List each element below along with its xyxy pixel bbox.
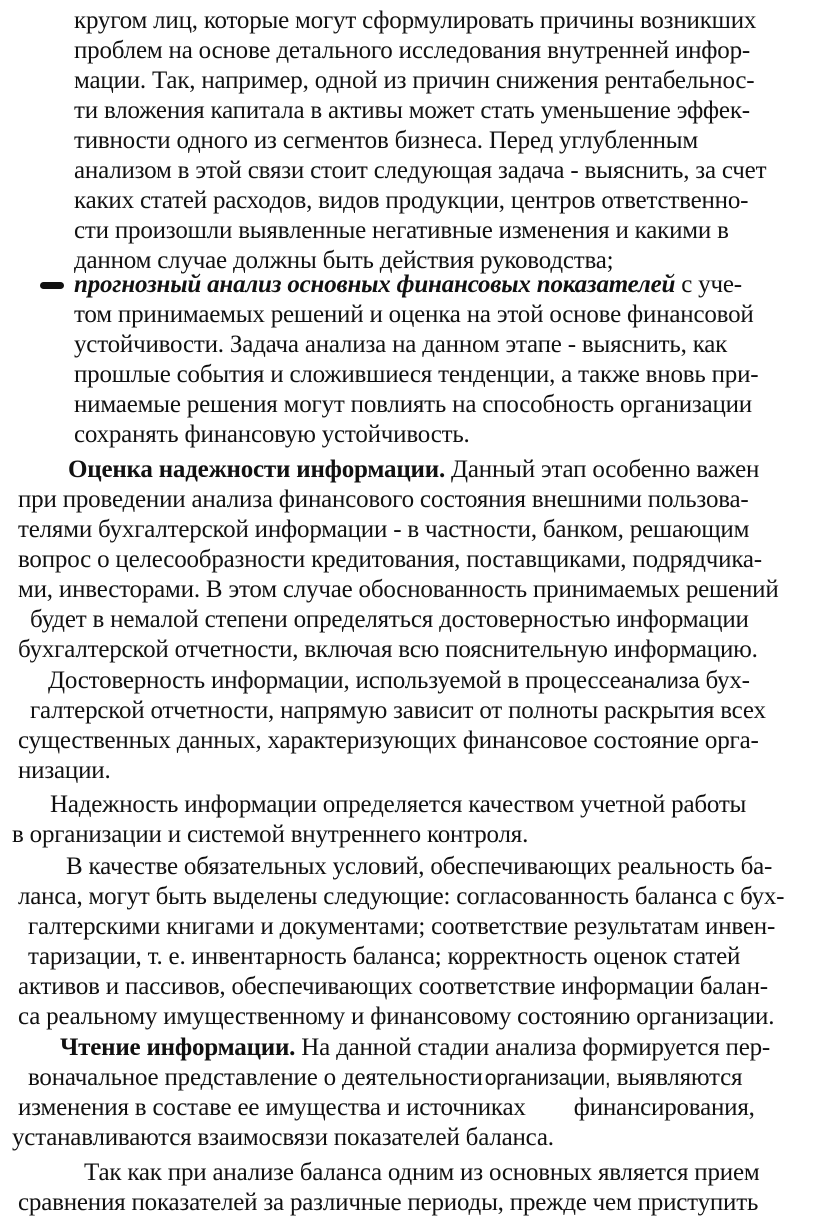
- paragraph-first-line: [60, 1033, 770, 1063]
- text-span: На данной стадии анализа формируется пер-: [295, 1034, 771, 1061]
- paragraph-first-line: [68, 455, 759, 485]
- text-span: финансирования,: [573, 1094, 755, 1121]
- section-heading: Оценка надежности информации.: [68, 456, 445, 483]
- text-line: сохранять финансовую устойчивость.: [74, 421, 470, 448]
- text-line: Надежность информации определяется качеством учетной работы: [50, 791, 747, 818]
- text-line: нимаемые решения могут повлиять на способность организации: [74, 391, 752, 418]
- text-line: устойчивости. Задача анализа на данном этапе - выяснить, как: [74, 331, 728, 358]
- text-line: анализом в этой связи стоит следующая задача - выяснить, за счет: [74, 157, 767, 184]
- inserted-word: анализа: [620, 670, 700, 693]
- text-line: ми, инвесторами. В этом случае обоснованность принимаемых решений: [18, 576, 779, 603]
- text-line: устанавливаются взаимосвязи показателей баланса.: [12, 1124, 554, 1151]
- text-span: Данный этап особенно важен: [445, 456, 760, 483]
- text-line: са реальному имущественному и финансовому состоянию организации.: [18, 1003, 775, 1030]
- text-line: ланса, могут быть выделены следующие: согласованность баланса с бух-: [18, 883, 785, 910]
- text-line: галтерской отчетности, напрямую зависит от полноты раскрытия всех: [30, 697, 766, 724]
- bullet-first-line: [74, 270, 742, 300]
- text-span: воначальное представление о деятельности: [28, 1064, 483, 1091]
- text-line: будет в немалой степени определяться достоверностью информации: [30, 606, 749, 633]
- text-line: активов и пассивов, обеспечивающих соответствие информации балан-: [18, 973, 768, 1000]
- text-line: в организации и системой внутреннего контроля.: [12, 821, 529, 848]
- paragraph-first-line: [48, 666, 750, 697]
- text-line: галтерскими книгами и документами; соответствие результатам инвен-: [28, 913, 776, 940]
- text-span: с уче-: [675, 271, 742, 298]
- text-line: ти вложения капитала в активы может стать уменьшение эффек-: [74, 97, 750, 124]
- text-line: низации.: [18, 757, 111, 784]
- emphasis-term: прогнозный анализ основных финансовых показателей: [74, 271, 676, 298]
- text-line: существенных данных, характеризующих финансовое состояние орга-: [18, 727, 759, 754]
- text-line: телями бухгалтерской информации - в частности, банком, решающим: [18, 516, 750, 543]
- text-line: [28, 1063, 742, 1094]
- text-line: том принимаемых решений и оценка на этой основе финансовой: [74, 301, 754, 328]
- text-line: при проведении анализа финансового состояния внешними пользова-: [18, 486, 749, 513]
- inserted-word: организации,: [484, 1067, 611, 1090]
- text-span: изменения в составе ее имущества и источниках: [18, 1094, 526, 1121]
- text-line: В качестве обязательных условий, обеспечивающих реальность ба-: [66, 853, 773, 880]
- text-line: сравнения показателей за различные периоды, прежде чем приступить: [18, 1189, 759, 1216]
- bullet-dash-icon: [40, 282, 64, 289]
- text-line: проблем на основе детального исследования внутренней инфор-: [74, 37, 751, 64]
- text-line: [18, 1093, 755, 1123]
- text-line: вопрос о целесообразности кредитования, поставщиками, подрядчика-: [18, 546, 762, 573]
- text-span: выявляются: [610, 1064, 743, 1091]
- text-line: прошлые события и сложившиеся тенденции, а также вновь при-: [74, 361, 759, 388]
- section-heading: Чтение информации.: [60, 1034, 296, 1061]
- text-line: тивности одного из сегментов бизнеса. Перед углубленным: [74, 127, 699, 154]
- text-span: бух-: [699, 667, 750, 694]
- text-line: таризации, т. е. инвентарность баланса; корректность оценок статей: [28, 943, 741, 970]
- text-line: бухгалтерской отчетности, включая всю пояснительную информацию.: [18, 636, 758, 663]
- text-line: каких статей расходов, видов продукции, центров ответственно-: [74, 187, 749, 214]
- text-line: кругом лиц, которые могут сформулировать причины возникших: [74, 7, 757, 34]
- text-line: Так как при анализе баланса одним из основных является прием: [84, 1159, 760, 1186]
- text-span: Достоверность информации, используемой в процессе: [48, 667, 621, 694]
- text-line: данном случае должны быть действия руководства;: [74, 247, 614, 274]
- text-line: сти произошли выявленные негативные изменения и какими в: [74, 217, 729, 244]
- text-line: мации. Так, например, одной из причин снижения рентабельнос-: [74, 67, 755, 94]
